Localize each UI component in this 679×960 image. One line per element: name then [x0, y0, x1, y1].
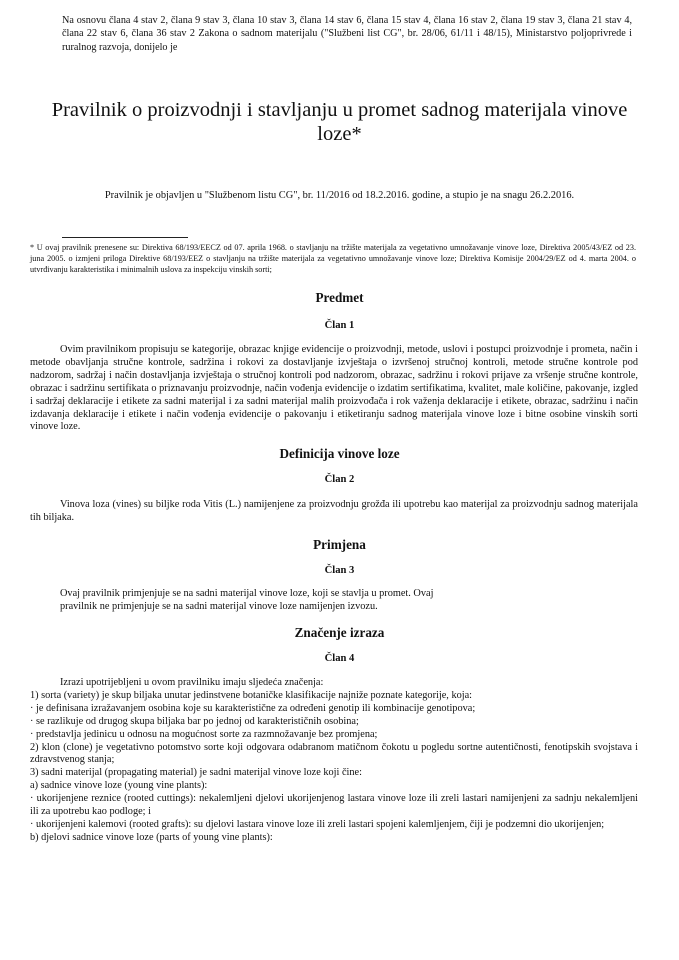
definition-line: 3) sadni materijal (propagating material) je sadni materijal vinove loze koji čine: [30, 767, 362, 779]
article-2-text: Vinova loza (vines) su biljke roda Vitis (L.) namijenjene za proizvodnju grožđa ili upotrebu kao materijal za proizvodnju sadnog materijala tih biljaka. [30, 499, 638, 523]
article-3-line: pravilnik ne primjenjuje se na sadni materijal vinove loze namijenjen izvozu. [60, 600, 378, 612]
definition-line: Izrazi upotrijebljeni u ovom pravilniku imaju sljedeća značenja: [60, 677, 324, 688]
article-1-text: Ovim pravilnikom propisuju se kategorije, obrazac knjige evidencije o proizvodnji, metode, uslovi i postupci proizvodnje i prometa, način i metode obavljanja stručne kontrole, sadržina i rokovi za dostavljanje izvještaja o izvršenoj stručnoj kontroli, metode stručne kontrole pod nadzorom, sadržaj i način dostavljanja izvještaja o stručnoj kontroli pod nadzorom, obrazac, sadržinu i rokovi prijave za vršenje stručne kontrole, obrazac i sadržinu sertifikata o priznavanju proizvodnje, način vođenja evidencije o izdatim sertifikatima, kvalitet, male količine, pakovanje, izgled i sadržaj deklaracije i etikete za sadni materijal i za sadni materijal malih proizvođača i rok važenja deklaracije i etikete, obrazac, sadržinu i način izdavanja deklaracije i etikete i način vođenja evidencije o pakovanju i etiketiranju sadnog materijala vinove loze i bitne osobine vinskih sorti vinove loze. [30, 344, 638, 433]
definition-line: · ukorijenjene reznice (rooted cuttings): nekalemljeni djelovi ukorijenjenog lastara vinove loze ili zreli lastari namijenjeni za sadnju nekalemljeni ili za upotrebu kao podloge; i [30, 793, 638, 818]
section-heading-predmet: Predmet [315, 290, 364, 305]
article-4-text [30, 677, 638, 845]
article-number-2: Član 2 [324, 474, 355, 485]
footnote: * U ovaj pravilnik prenesene su: Direktiva 68/193/EECZ od 07. aprila 1968. o stavljanju na tržište materijala za vegetativno umnožavanje vinove loze, Direktiva 2005/43/EZ od 23. juna 2005. o izmjeni priloga Direktive 68/193/EEZ o stavljanju na tržište materijala za vegetativno umnožavanje vinove loze; Direktiva Komisije 2004/29/EZ od 4. marta 2004. o utvrđivanju karakteristika i minimalnih uslova za inspekciju vinskih sorti; [30, 243, 636, 274]
definition-line: · se razlikuje od drugog skupa biljaka bar po jednoj od karakterističnih osobina; [30, 715, 359, 727]
document-title: Pravilnik o proizvodnji i stavljanju u promet sadnog materijala vinove loze* [51, 99, 628, 145]
section-heading-definicija: Definicija vinove loze [279, 446, 400, 461]
intro-paragraph: Na osnovu člana 4 stav 2, člana 9 stav 3, člana 10 stav 3, člana 14 stav 6, člana 15 stav 4, člana 16 stav 2, člana 19 stav 3, člana 21 stav 4, člana 22 stav 6, člana 36 stav 2 Zakona o sadnom materijalu ("Službeni list CG", br. 28/06, 61/11 i 48/15), Ministarstvo poljoprivrede i ruralnog razvoja, donijelo je [62, 15, 632, 53]
article-number-3: Član 3 [324, 565, 355, 576]
definition-line: a) sadnice vinove loze (young vine plants): [30, 780, 208, 792]
definition-line: b) djelovi sadnice vinove loze (parts of young vine plants): [30, 831, 273, 843]
section-heading-znacenje: Značenje izraza [294, 625, 385, 640]
definition-line: · je definisana izražavanjem osobina koje su karakteristične za određeni genotip ili kombinacije genotipova; [30, 702, 476, 714]
article-3-text [30, 588, 638, 614]
article-number-1: Član 1 [324, 320, 355, 331]
definition-line: 2) klon (clone) je vegetativno potomstvo sorte koji odgovara odabranom matičnom čokotu u pogledu sortne autentičnosti, fenotipskih svojstava i zdravstvenog stanja; [30, 741, 638, 766]
definition-line: · predstavlja jedinicu u odnosu na mogućnost sorte za razmnožavanje bez promjena; [30, 728, 378, 740]
definition-line: 1) sorta (variety) je skup biljaka unutar jedinstvene botaničke klasifikacije najniže poznate kategorije, koja: [30, 689, 473, 701]
article-number-4: Član 4 [324, 653, 355, 664]
article-3-line: Ovaj pravilnik primjenjuje se na sadni materijal vinove loze, koji se stavlja u promet. Ovaj [60, 588, 434, 599]
footnote-divider [62, 237, 188, 238]
definition-line: · ukorijenjeni kalemovi (rooted grafts): su djelovi lastara vinove loze ili zreli lastari spojeni kalemljenjem, čiji je podzemni dio ukorijenjen; [30, 818, 605, 830]
section-heading-primjena: Primjena [313, 537, 366, 552]
publication-note: Pravilnik je objavljen u "Službenom listu CG", br. 11/2016 od 18.2.2016. godine, a stupio je na snagu 26.2.2016. [104, 190, 575, 201]
